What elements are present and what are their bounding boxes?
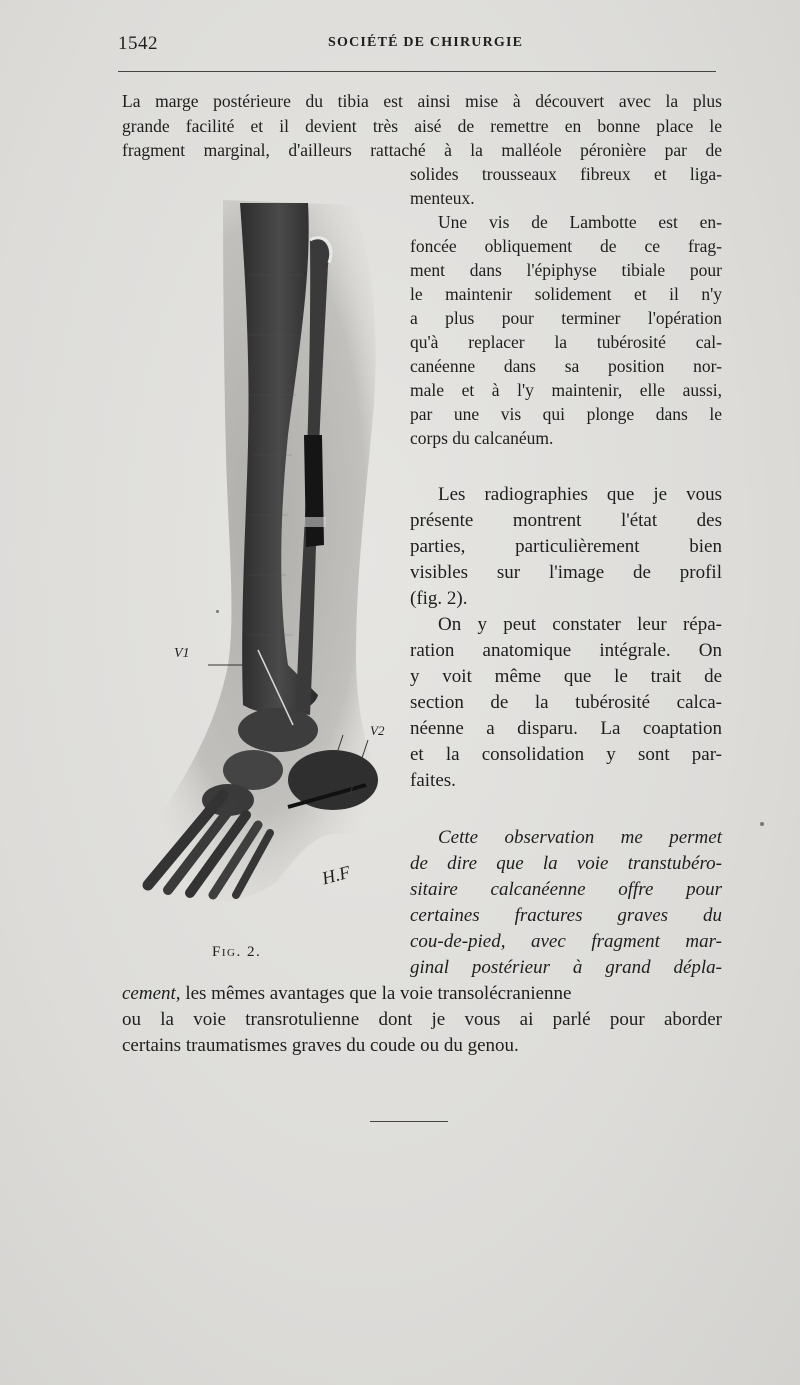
text-line: certaines fractures graves du: [410, 905, 722, 926]
artist-signature: H.F: [319, 861, 353, 889]
text-line: et la consolidation y sont par-: [410, 744, 722, 765]
paper-speck: [216, 610, 219, 613]
text-line: le maintenir solidement et il n'y: [410, 284, 722, 304]
text-line: Cette observation me permet: [438, 827, 722, 848]
text-line: parties, particulièrement bien: [410, 536, 722, 557]
text-line: grande facilité et il devient très aisé de remettre en bonne place le: [122, 116, 722, 136]
text-line: faites.: [410, 770, 456, 791]
text-line: male et à l'y maintenir, elle aussi,: [410, 380, 722, 400]
text-line: corps du calcanéum.: [410, 428, 554, 448]
text-line: section de la tubérosité calca-: [410, 692, 722, 713]
text-line: de dire que la voie transtubéro-: [410, 853, 722, 874]
text-line: ginal postérieur à grand dépla-: [410, 957, 722, 978]
text-line: Une vis de Lambotte est en-: [438, 212, 722, 232]
paper-speck: [760, 822, 764, 826]
xray-drawing: [128, 195, 393, 910]
text-line: sitaire calcanéenne offre pour: [410, 879, 722, 900]
running-header: SOCIÉTÉ DE CHIRURGIE: [328, 35, 524, 50]
text-span: les mêmes avantages que la voie transolécranienne: [180, 983, 572, 1004]
text-line: canéenne dans sa position nor-: [410, 356, 722, 376]
text-line: a plus pour terminer l'opération: [410, 308, 722, 328]
text-line: y voit même que le trait de: [410, 666, 722, 687]
text-line: (fig. 2).: [410, 588, 468, 609]
text-line: ment dans l'épiphyse tibiale pour: [410, 260, 722, 280]
figure-label-v2: V2: [370, 723, 385, 738]
text-line: fragment marginal, d'ailleurs rattaché à la malléole péronière par de: [122, 140, 722, 160]
page-number: 1542: [118, 33, 158, 54]
text-line: La marge postérieure du tibia est ainsi mise à découvert avec la plus: [122, 91, 722, 111]
text-line: On y peut constater leur répa-: [438, 614, 722, 635]
text-line: ou la voie transrotulienne dont je vous ai parlé pour aborder: [122, 1009, 722, 1030]
text-line: Les radiographies que je vous: [438, 484, 722, 505]
text-line: par une vis qui plonge dans le: [410, 404, 722, 424]
text-line: solides trousseaux fibreux et liga-: [410, 164, 722, 184]
end-rule: [370, 1121, 448, 1122]
italic-word: cement,: [122, 983, 181, 1004]
text-line: cou-de-pied, avec fragment mar-: [410, 931, 722, 952]
text-line: ration anatomique intégrale. On: [410, 640, 722, 661]
xray-figure: [128, 195, 393, 910]
figure-caption: Fig. 2.: [212, 944, 262, 960]
text-line: foncée obliquement de ce frag-: [410, 236, 722, 256]
text-line: qu'à replacer la tubérosité cal-: [410, 332, 722, 352]
header-rule: [118, 71, 716, 72]
figure-label-v1: V1: [174, 646, 190, 661]
text-line: présente montrent l'état des: [410, 510, 722, 531]
text-line: néenne a disparu. La coaptation: [410, 718, 722, 739]
text-line: visibles sur l'image de profil: [410, 562, 722, 583]
text-line: certains traumatismes graves du coude ou du genou.: [122, 1035, 519, 1056]
text-line: [122, 982, 722, 1006]
text-line: menteux.: [410, 188, 475, 208]
